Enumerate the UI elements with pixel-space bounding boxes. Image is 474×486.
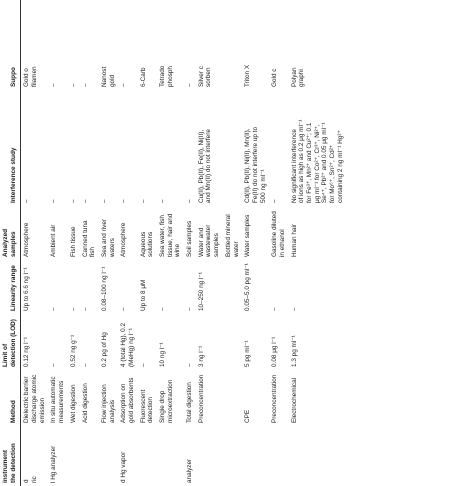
cell-instrument	[80, 426, 99, 486]
cell-linearity: 0.08–100 ng l⁻¹	[100, 266, 108, 311]
cell-instrument: d Hg vapor	[120, 451, 128, 483]
table-body	[21, 0, 347, 486]
cell-instrument	[223, 426, 242, 486]
cell-interference: –	[69, 199, 77, 203]
cell-samples: Water samples	[244, 214, 252, 257]
cell-samples: Bottled mineral water	[224, 214, 240, 257]
cell-linearity: –	[271, 307, 279, 311]
table-row	[196, 0, 223, 486]
cell-support	[223, 0, 242, 90]
cell-lod: 0.08 μg l⁻¹	[271, 336, 279, 367]
header-row	[0, 0, 21, 486]
cell-samples: Human hair	[290, 223, 298, 257]
cell-samples: Aqueous solutions	[139, 231, 155, 257]
cell-lod: 10 ng l⁻¹	[159, 342, 166, 367]
cell-interference: –	[271, 199, 279, 203]
cell-method: Flow injection analysis	[100, 384, 116, 423]
table-row	[48, 0, 67, 486]
cell-lod: 3 ng l⁻¹	[197, 345, 205, 367]
cell-linearity: 10–250 ng l⁻¹	[197, 272, 205, 311]
header-samples: Analyzed samples	[0, 206, 21, 260]
cell-support: 6-Carb	[139, 67, 147, 87]
cell-support: Tetrado phosph	[159, 65, 174, 87]
cell-instrument	[99, 426, 118, 486]
cell-support: Triton X	[244, 64, 252, 87]
cell-lod: –	[139, 363, 147, 367]
cell-support: Gold o filamen	[23, 66, 39, 87]
cell-linearity: Up to 6.6 ng l⁻¹	[23, 267, 31, 311]
cell-support: –	[186, 83, 194, 87]
cell-support: –	[69, 83, 77, 87]
cell-lod: 0.2 pg of Hg	[100, 332, 108, 367]
cell-instrument	[68, 426, 80, 486]
header-instrument: instrument the detection	[0, 426, 21, 486]
cell-samples: Atmosphere	[120, 222, 128, 257]
cell-method: Wet digestion	[69, 384, 77, 423]
cell-lod: –	[50, 363, 58, 367]
table-header	[0, 0, 21, 486]
cell-interference: –	[100, 199, 108, 203]
cell-instrument: analyzer	[186, 458, 194, 483]
cell-support: –	[81, 83, 89, 87]
cell-samples: Atmosphere	[23, 222, 31, 257]
cell-linearity: –	[81, 307, 89, 311]
cell-method	[223, 370, 242, 426]
cell-interference: –	[139, 199, 147, 203]
cell-interference: Cu(II), Pb(II), Fe(II), Ni(II), and Mn(II) do not interfere	[197, 129, 213, 203]
cell-lod: 4 (total Hg), 0.2 (MeHg) ng l⁻¹	[120, 322, 135, 367]
cell-method: Adsorption on gold absorbents	[120, 377, 135, 423]
table-row	[99, 0, 118, 486]
cell-lod: –	[81, 363, 89, 367]
cell-instrument	[289, 426, 347, 486]
cell-instrument: d ric	[23, 476, 39, 483]
cell-samples: Sea and river waters	[100, 218, 116, 257]
cell-lod: 0.52 ng g⁻¹	[69, 334, 77, 367]
cell-interference: –	[159, 199, 166, 203]
header-interference: Interference study	[0, 90, 21, 206]
header-support: Suppo	[0, 0, 21, 90]
cell-support: Nanost gold	[100, 66, 116, 87]
cell-linearity: –	[186, 307, 194, 311]
cell-lod: 5 pg ml⁻¹	[244, 340, 252, 367]
table-row	[184, 0, 196, 486]
cell-method: Preconcentration	[271, 374, 279, 423]
cell-support: –	[50, 83, 58, 87]
table-row	[21, 0, 49, 486]
cell-samples: Soil samples	[186, 220, 194, 257]
cell-lod	[223, 314, 242, 370]
cell-samples: Fish tissue	[69, 226, 77, 257]
cell-lod: 1.3 pg ml⁻¹	[290, 335, 298, 367]
header-lod: Limit of detection (LOD)	[0, 314, 21, 370]
cell-interference: –	[186, 199, 194, 203]
cell-samples: Gasoline diluted in ethanol	[271, 211, 286, 257]
cell-interference: Cd(II), Pb(II), Ni(II), Mn(II), Fe(II) do not interfere up to 500 ng ml⁻¹	[244, 126, 267, 203]
cell-support: Gold c	[271, 68, 279, 87]
cell-instrument	[269, 426, 288, 486]
table-row	[157, 0, 184, 486]
cell-samples: Water and wastewater samples	[197, 224, 221, 257]
cell-interference: –	[50, 199, 58, 203]
header-method: Method	[0, 370, 21, 426]
cell-instrument	[196, 426, 223, 486]
cell-interference: –	[81, 199, 89, 203]
cell-instrument: l Hg analyzer	[50, 445, 58, 483]
cell-method: Single drop microextraction	[159, 379, 174, 423]
cell-instrument	[138, 426, 157, 486]
cell-linearity: –	[290, 307, 298, 311]
cell-samples: Ambient air	[50, 224, 58, 257]
cell-interference: –	[23, 199, 31, 203]
table-row	[242, 0, 269, 486]
cell-linearity	[223, 260, 242, 314]
cell-method: Dielectric barrier discharge atomic emission	[23, 374, 46, 423]
table-row	[223, 0, 242, 486]
cell-method: Total digestion	[186, 382, 194, 423]
table-row	[289, 0, 347, 486]
table-row	[118, 0, 137, 486]
table-row	[138, 0, 157, 486]
cell-method: Acid digestion	[81, 383, 89, 423]
cell-method: CPE	[244, 409, 252, 423]
cell-support: Silver c sorben	[197, 66, 213, 87]
table-row	[68, 0, 80, 486]
cell-samples: Canned tuna fish	[81, 220, 97, 257]
cell-linearity: –	[50, 307, 58, 311]
cell-method: In situ automatic measurements	[50, 376, 66, 423]
cell-method: Electrochemical	[290, 377, 298, 423]
cell-interference: No significant interference of ions as high as 0.2 μg ml⁻¹ for Fe³⁺, Mn²⁺ and Cu²⁺; 0.1 μg ml⁻¹ for Co²⁺, Cr³⁺, Ni²⁺, Se⁴⁺, Pb²⁺ and 0.05 μg ml⁻¹ for Mo⁶⁺, Sn²⁺, Cd²⁺ containing 2 ng ml⁻¹ Hg²⁺	[290, 119, 344, 203]
cell-instrument	[157, 426, 184, 486]
cell-instrument	[242, 426, 269, 486]
cell-linearity: 0.05–5.0 pg ml⁻¹	[244, 263, 252, 311]
cell-interference	[223, 90, 242, 206]
cell-linearity: –	[159, 307, 166, 311]
cell-linearity: Up to 8 μM	[139, 279, 147, 311]
table-row	[80, 0, 99, 486]
cell-interference: –	[120, 199, 128, 203]
cell-method: Preconcentration	[197, 374, 205, 423]
cell-support: Polyan graphi	[290, 67, 306, 87]
cell-linearity: –	[120, 307, 128, 311]
cell-lod: –	[186, 363, 194, 367]
cell-support: –	[120, 83, 128, 87]
cell-lod: 0.12 ng l⁻¹	[23, 336, 31, 367]
header-linearity: Linearity range	[0, 260, 21, 314]
cell-method: Fluorescent detection	[139, 389, 155, 423]
cell-linearity: –	[69, 307, 77, 311]
cell-samples: Sea water, fish tissue, hair and wine	[159, 213, 182, 257]
table-row	[269, 0, 288, 486]
